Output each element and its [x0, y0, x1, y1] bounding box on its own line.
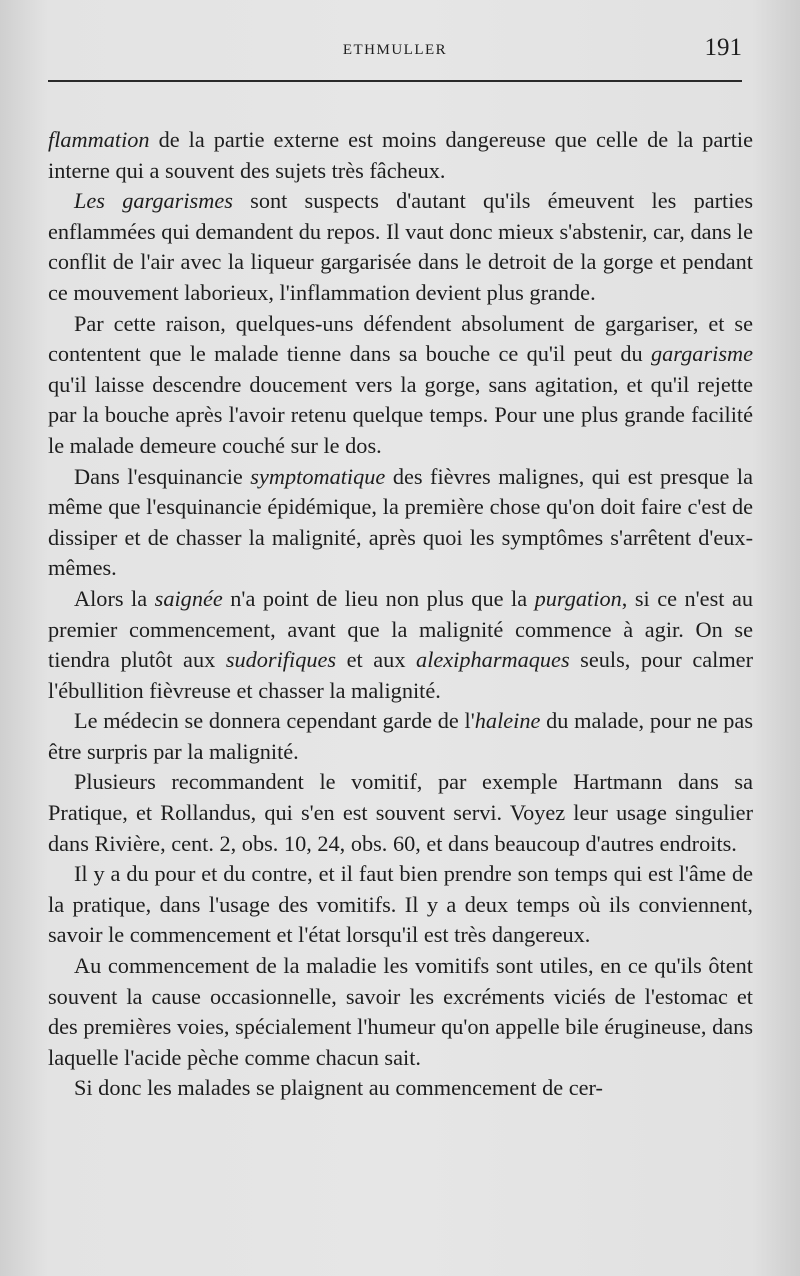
italic-term: flammation	[48, 127, 150, 152]
text-run: , si ce n'est au premier commencement, avant que la malignité commence à agir. On se tiendra plutôt aux	[48, 585, 753, 673]
italic-term: alexipharmaques	[416, 647, 570, 673]
text-run: Il y a du pour et du contre, et il faut bien prendre son temps qui est l'âme de la pratique, dans l'usage des vomitifs. Il y a deux temps où ils conviennent, savoir le commencement et l'état lorsqu'il est très dangereux.	[48, 861, 753, 948]
paragraph	[48, 1073, 753, 1104]
paragraph	[48, 462, 753, 584]
text-run: seuls, pour calmer l'ébullition fièvreuse et chasser la malignité.	[48, 647, 753, 703]
page-number: 191	[704, 34, 742, 61]
text-run: et aux	[336, 647, 417, 673]
italic-term: haleine	[474, 708, 541, 734]
text-run: Si donc les malades se plaignent au commencement de cer-	[74, 1075, 603, 1101]
text-run: Alors la	[74, 585, 155, 611]
italic-term: saignée	[154, 585, 223, 611]
page-header	[48, 34, 742, 74]
header-rule	[48, 80, 742, 82]
text-run: Le médecin se donnera cependant garde de l'	[74, 708, 475, 734]
text-run: du malade, pour ne pas être surpris par la malignité.	[48, 708, 753, 764]
text-run: n'a point de lieu non plus que la	[222, 585, 535, 611]
paragraph	[48, 309, 753, 462]
running-head: ETHMULLER	[342, 42, 448, 58]
italic-term: gargarisme	[651, 341, 753, 367]
text-run: de la partie externe est moins dangereuse que celle de la partie interne qui a souvent des sujets très fâcheux.	[48, 127, 753, 183]
italic-term: purgation	[534, 585, 622, 611]
text-run: Plusieurs recommandent le vomitif, par exemple Hartmann dans sa Pratique, et Rollandus, qui s'en est souvent servi. Voyez leur usage singulier dans Rivière, cent. 2, obs. 10, 24, obs. 60, et dans beaucoup d'autres endroits.	[48, 769, 753, 856]
text-run: Dans l'esquinancie	[74, 463, 251, 489]
paragraph	[48, 859, 753, 951]
paragraph	[48, 767, 753, 859]
paragraph	[48, 125, 753, 186]
text-run: qu'il laisse descendre doucement vers la gorge, sans agitation, et qu'il rejette par la bouche après l'avoir retenu quelque temps. Pour une plus grande facilité le malade demeure couché sur le dos.	[48, 371, 753, 458]
italic-term: symptomatique	[250, 463, 386, 489]
paragraph	[48, 584, 753, 706]
italic-term: sudorifiques	[225, 647, 337, 673]
text-run: des fièvres malignes, qui est presque la même que l'esquinancie épidémique, la première chose qu'on doit faire c'est de dissiper et de chasser la malignité, après quoi les symptômes s'arrêtent d'eux-mêmes.	[48, 463, 753, 581]
body-text	[48, 125, 753, 1104]
text-run: Par cette raison, quelques-uns défendent absolument de gargariser, et se contentent que le malade tienne dans sa bouche ce qu'il peut du	[48, 310, 753, 367]
italic-term: Les gargarismes	[74, 188, 233, 214]
text-run: sont suspects d'autant qu'ils émeuvent les parties enflammées qui demandent du repos. Il vaut donc mieux s'abstenir, car, dans le conflit de l'air avec la liqueur gargarisée dans le detroit de la gorge et pendant ce mouvement laborieux, l'inflammation devient plus grande.	[48, 188, 753, 305]
paragraph	[48, 706, 753, 767]
paragraph	[48, 951, 753, 1073]
text-run: Au commencement de la maladie les vomitifs sont utiles, en ce qu'ils ôtent souvent la cause occasionnelle, savoir les excréments viciés de l'estomac et des premières voies, spécialement l'humeur qu'on appelle bile érugineuse, dans laquelle l'acide pèche comme chacun sait.	[48, 953, 753, 1070]
paragraph	[48, 186, 753, 308]
